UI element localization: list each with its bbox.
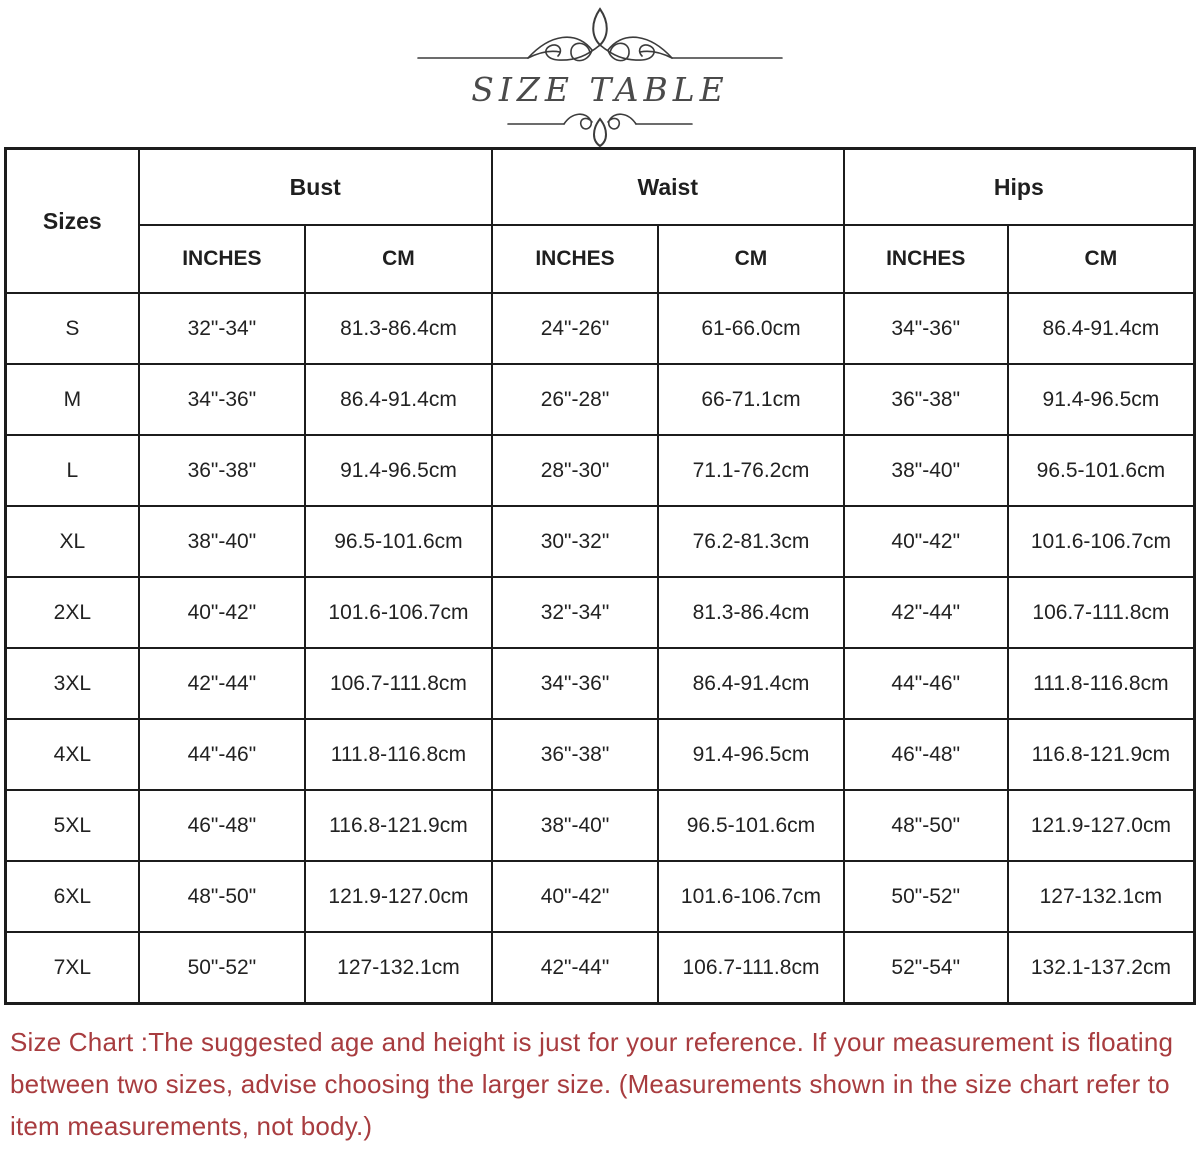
hips-group-header: Hips <box>844 149 1195 226</box>
table-row <box>6 861 1195 932</box>
measurement-cell: 101.6-106.7cm <box>305 577 492 648</box>
size-cell: 3XL <box>6 648 139 719</box>
measurement-cell: 86.4-91.4cm <box>658 648 843 719</box>
measurement-cell: 28"-30" <box>492 435 658 506</box>
measurement-cell: 101.6-106.7cm <box>1008 506 1195 577</box>
measurement-cell: 38"-40" <box>139 506 305 577</box>
waist-group-header: Waist <box>492 149 844 226</box>
table-row <box>6 364 1195 435</box>
measurement-cell: 42"-44" <box>492 932 658 1004</box>
measurement-cell: 38"-40" <box>492 790 658 861</box>
measurement-cell: 50"-52" <box>139 932 305 1004</box>
measurement-cell: 42"-44" <box>844 577 1008 648</box>
size-table-body <box>6 293 1195 1004</box>
measurement-cell: 116.8-121.9cm <box>305 790 492 861</box>
waist-inches-header: INCHES <box>492 225 658 293</box>
measurement-cell: 101.6-106.7cm <box>658 861 843 932</box>
measurement-cell: 106.7-111.8cm <box>305 648 492 719</box>
measurement-cell: 86.4-91.4cm <box>1008 293 1195 364</box>
measurement-cell: 96.5-101.6cm <box>1008 435 1195 506</box>
flourish-ornament-icon <box>400 0 800 147</box>
bust-cm-header: CM <box>305 225 492 293</box>
table-row <box>6 719 1195 790</box>
measurement-cell: 46"-48" <box>844 719 1008 790</box>
measurement-cell: 40"-42" <box>139 577 305 648</box>
measurement-cell: 48"-50" <box>139 861 305 932</box>
bust-inches-header: INCHES <box>139 225 305 293</box>
measurement-cell: 61-66.0cm <box>658 293 843 364</box>
measurement-cell: 26"-28" <box>492 364 658 435</box>
measurement-cell: 106.7-111.8cm <box>658 932 843 1004</box>
measurement-cell: 76.2-81.3cm <box>658 506 843 577</box>
measurement-cell: 38"-40" <box>844 435 1008 506</box>
waist-cm-header: CM <box>658 225 843 293</box>
table-row <box>6 293 1195 364</box>
measurement-cell: 121.9-127.0cm <box>1008 790 1195 861</box>
size-cell: 2XL <box>6 577 139 648</box>
measurement-cell: 66-71.1cm <box>658 364 843 435</box>
measurement-cell: 24"-26" <box>492 293 658 364</box>
measurement-cell: 111.8-116.8cm <box>305 719 492 790</box>
measurement-cell: 40"-42" <box>492 861 658 932</box>
measurement-cell: 36"-38" <box>492 719 658 790</box>
hips-inches-header: INCHES <box>844 225 1008 293</box>
size-cell: 4XL <box>6 719 139 790</box>
measurement-cell: 71.1-76.2cm <box>658 435 843 506</box>
size-cell: S <box>6 293 139 364</box>
measurement-cell: 81.3-86.4cm <box>305 293 492 364</box>
size-cell: 7XL <box>6 932 139 1004</box>
measurement-cell: 121.9-127.0cm <box>305 861 492 932</box>
size-chart-note: Size Chart :The suggested age and height is just for your reference. If your measurement is floating between two sizes, advise choosing the larger size. (Measurements shown in the size chart refer to item measurements, not body.) <box>10 1027 1174 1142</box>
measurement-cell: 96.5-101.6cm <box>305 506 492 577</box>
measurement-cell: 96.5-101.6cm <box>658 790 843 861</box>
measurement-cell: 36"-38" <box>139 435 305 506</box>
ornament-header <box>0 0 1200 147</box>
measurement-cell: 111.8-116.8cm <box>1008 648 1195 719</box>
measurement-cell: 116.8-121.9cm <box>1008 719 1195 790</box>
measurement-cell: 34"-36" <box>844 293 1008 364</box>
measurement-cell: 132.1-137.2cm <box>1008 932 1195 1004</box>
measurement-cell: 91.4-96.5cm <box>658 719 843 790</box>
measurement-cell: 127-132.1cm <box>305 932 492 1004</box>
measurement-cell: 30"-32" <box>492 506 658 577</box>
size-cell: L <box>6 435 139 506</box>
table-row <box>6 932 1195 1004</box>
measurement-cell: 46"-48" <box>139 790 305 861</box>
measurement-cell: 44"-46" <box>139 719 305 790</box>
size-cell: M <box>6 364 139 435</box>
measurement-cell: 40"-42" <box>844 506 1008 577</box>
measurement-cell: 48"-50" <box>844 790 1008 861</box>
measurement-cell: 50"-52" <box>844 861 1008 932</box>
size-cell: XL <box>6 506 139 577</box>
measurement-cell: 44"-46" <box>844 648 1008 719</box>
measurement-cell: 42"-44" <box>139 648 305 719</box>
table-row <box>6 648 1195 719</box>
size-table-header <box>6 149 1195 294</box>
measurement-cell: 106.7-111.8cm <box>1008 577 1195 648</box>
measurement-cell: 32"-34" <box>492 577 658 648</box>
table-row <box>6 435 1195 506</box>
page-title: SIZE TABLE <box>471 70 729 109</box>
measurement-cell: 91.4-96.5cm <box>305 435 492 506</box>
table-row <box>6 577 1195 648</box>
measurement-cell: 91.4-96.5cm <box>1008 364 1195 435</box>
table-row <box>6 506 1195 577</box>
measurement-cell: 36"-38" <box>844 364 1008 435</box>
size-cell: 6XL <box>6 861 139 932</box>
measurement-cell: 127-132.1cm <box>1008 861 1195 932</box>
measurement-cell: 52"-54" <box>844 932 1008 1004</box>
size-cell: 5XL <box>6 790 139 861</box>
measurement-cell: 81.3-86.4cm <box>658 577 843 648</box>
sizes-header-cell: Sizes <box>6 149 139 294</box>
bust-group-header: Bust <box>139 149 492 226</box>
measurement-cell: 86.4-91.4cm <box>305 364 492 435</box>
table-row <box>6 790 1195 861</box>
size-table <box>4 147 1196 1005</box>
measurement-cell: 34"-36" <box>139 364 305 435</box>
measurement-cell: 32"-34" <box>139 293 305 364</box>
measurement-cell: 34"-36" <box>492 648 658 719</box>
hips-cm-header: CM <box>1008 225 1195 293</box>
